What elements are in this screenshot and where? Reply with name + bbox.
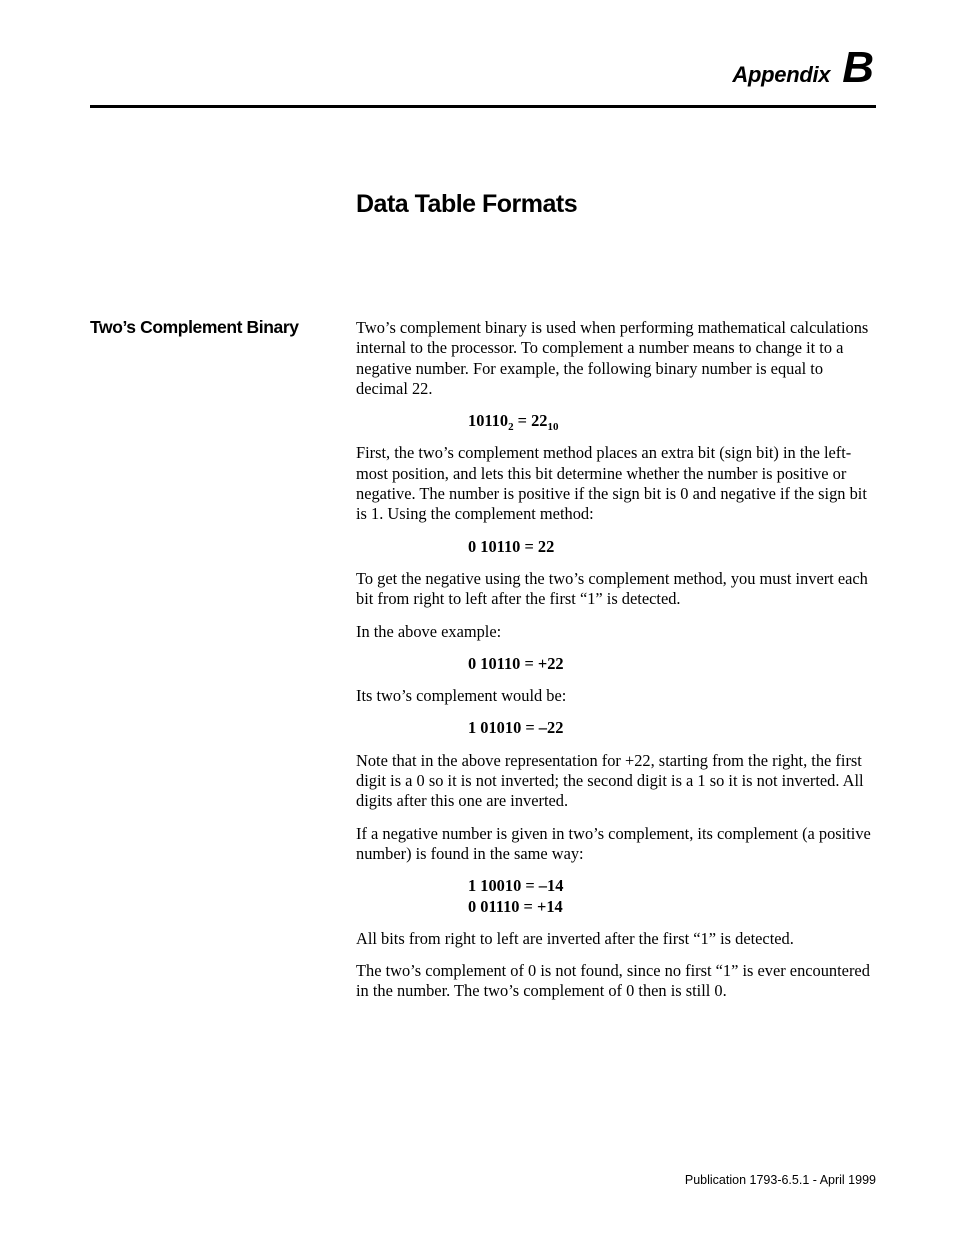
paragraph: To get the negative using the two’s complement method, you must invert each bit from right to left after the first “1” is detected. [356, 568, 868, 609]
chapter-title: Data Table Formats [356, 190, 578, 218]
equation: 1 01010 = –22 [468, 718, 564, 738]
eq-base: 10110 [468, 411, 509, 431]
paragraph: Note that in the above representation for +22, starting from the right, the first digit is a 0 so it is not inverted; the second digit is a 1 so it is not inverted. All digits after this one are inverted. [356, 750, 864, 811]
eq-base-subscript: 2 [508, 421, 514, 434]
paragraph: If a negative number is given in two’s complement, its complement (a positive number) is found in the same way: [356, 823, 871, 863]
section-heading: Two’s Complement Binary [90, 317, 299, 337]
section-body [356, 318, 878, 1014]
equation: 0 01110 = +14 [468, 896, 563, 916]
paragraph: First, the two’s complement method places an extra bit (sign bit) in the left-most position, and lets this bit determine whether the number is positive or negative. The number is positive if the sign bit is 0 and negative if the sign bit is 1. Using the complement method: [356, 443, 867, 524]
eq-middle: = 22 [513, 411, 548, 431]
appendix-header [732, 43, 874, 92]
equation: 0 10110 = 22 [468, 536, 555, 556]
paragraph: In the above example: [356, 621, 502, 641]
publication-footer: Publication 1793-6.5.1 - April 1999 [684, 1173, 876, 1187]
eq-result-subscript: 10 [547, 421, 559, 434]
header-rule [90, 105, 876, 108]
equation: 0 10110 = +22 [468, 653, 564, 673]
appendix-letter: B [842, 43, 874, 92]
equation-binary-to-decimal [468, 411, 878, 434]
appendix-label: Appendix [732, 62, 831, 87]
paragraph: All bits from right to left are inverted after the first “1” is detected. [356, 928, 794, 948]
paragraph: The two’s complement of 0 is not found, since no first “1” is ever encountered in the number. The two’s complement of 0 then is still 0. [356, 961, 870, 1001]
equation: 1 10010 = –14 [468, 876, 564, 896]
paragraph: Two’s complement binary is used when performing mathematical calculations internal to the processor. To complement a number means to change it to a negative number. For example, the following binary number is equal to decimal 22. [356, 318, 869, 398]
paragraph: Its two’s complement would be: [356, 686, 567, 706]
